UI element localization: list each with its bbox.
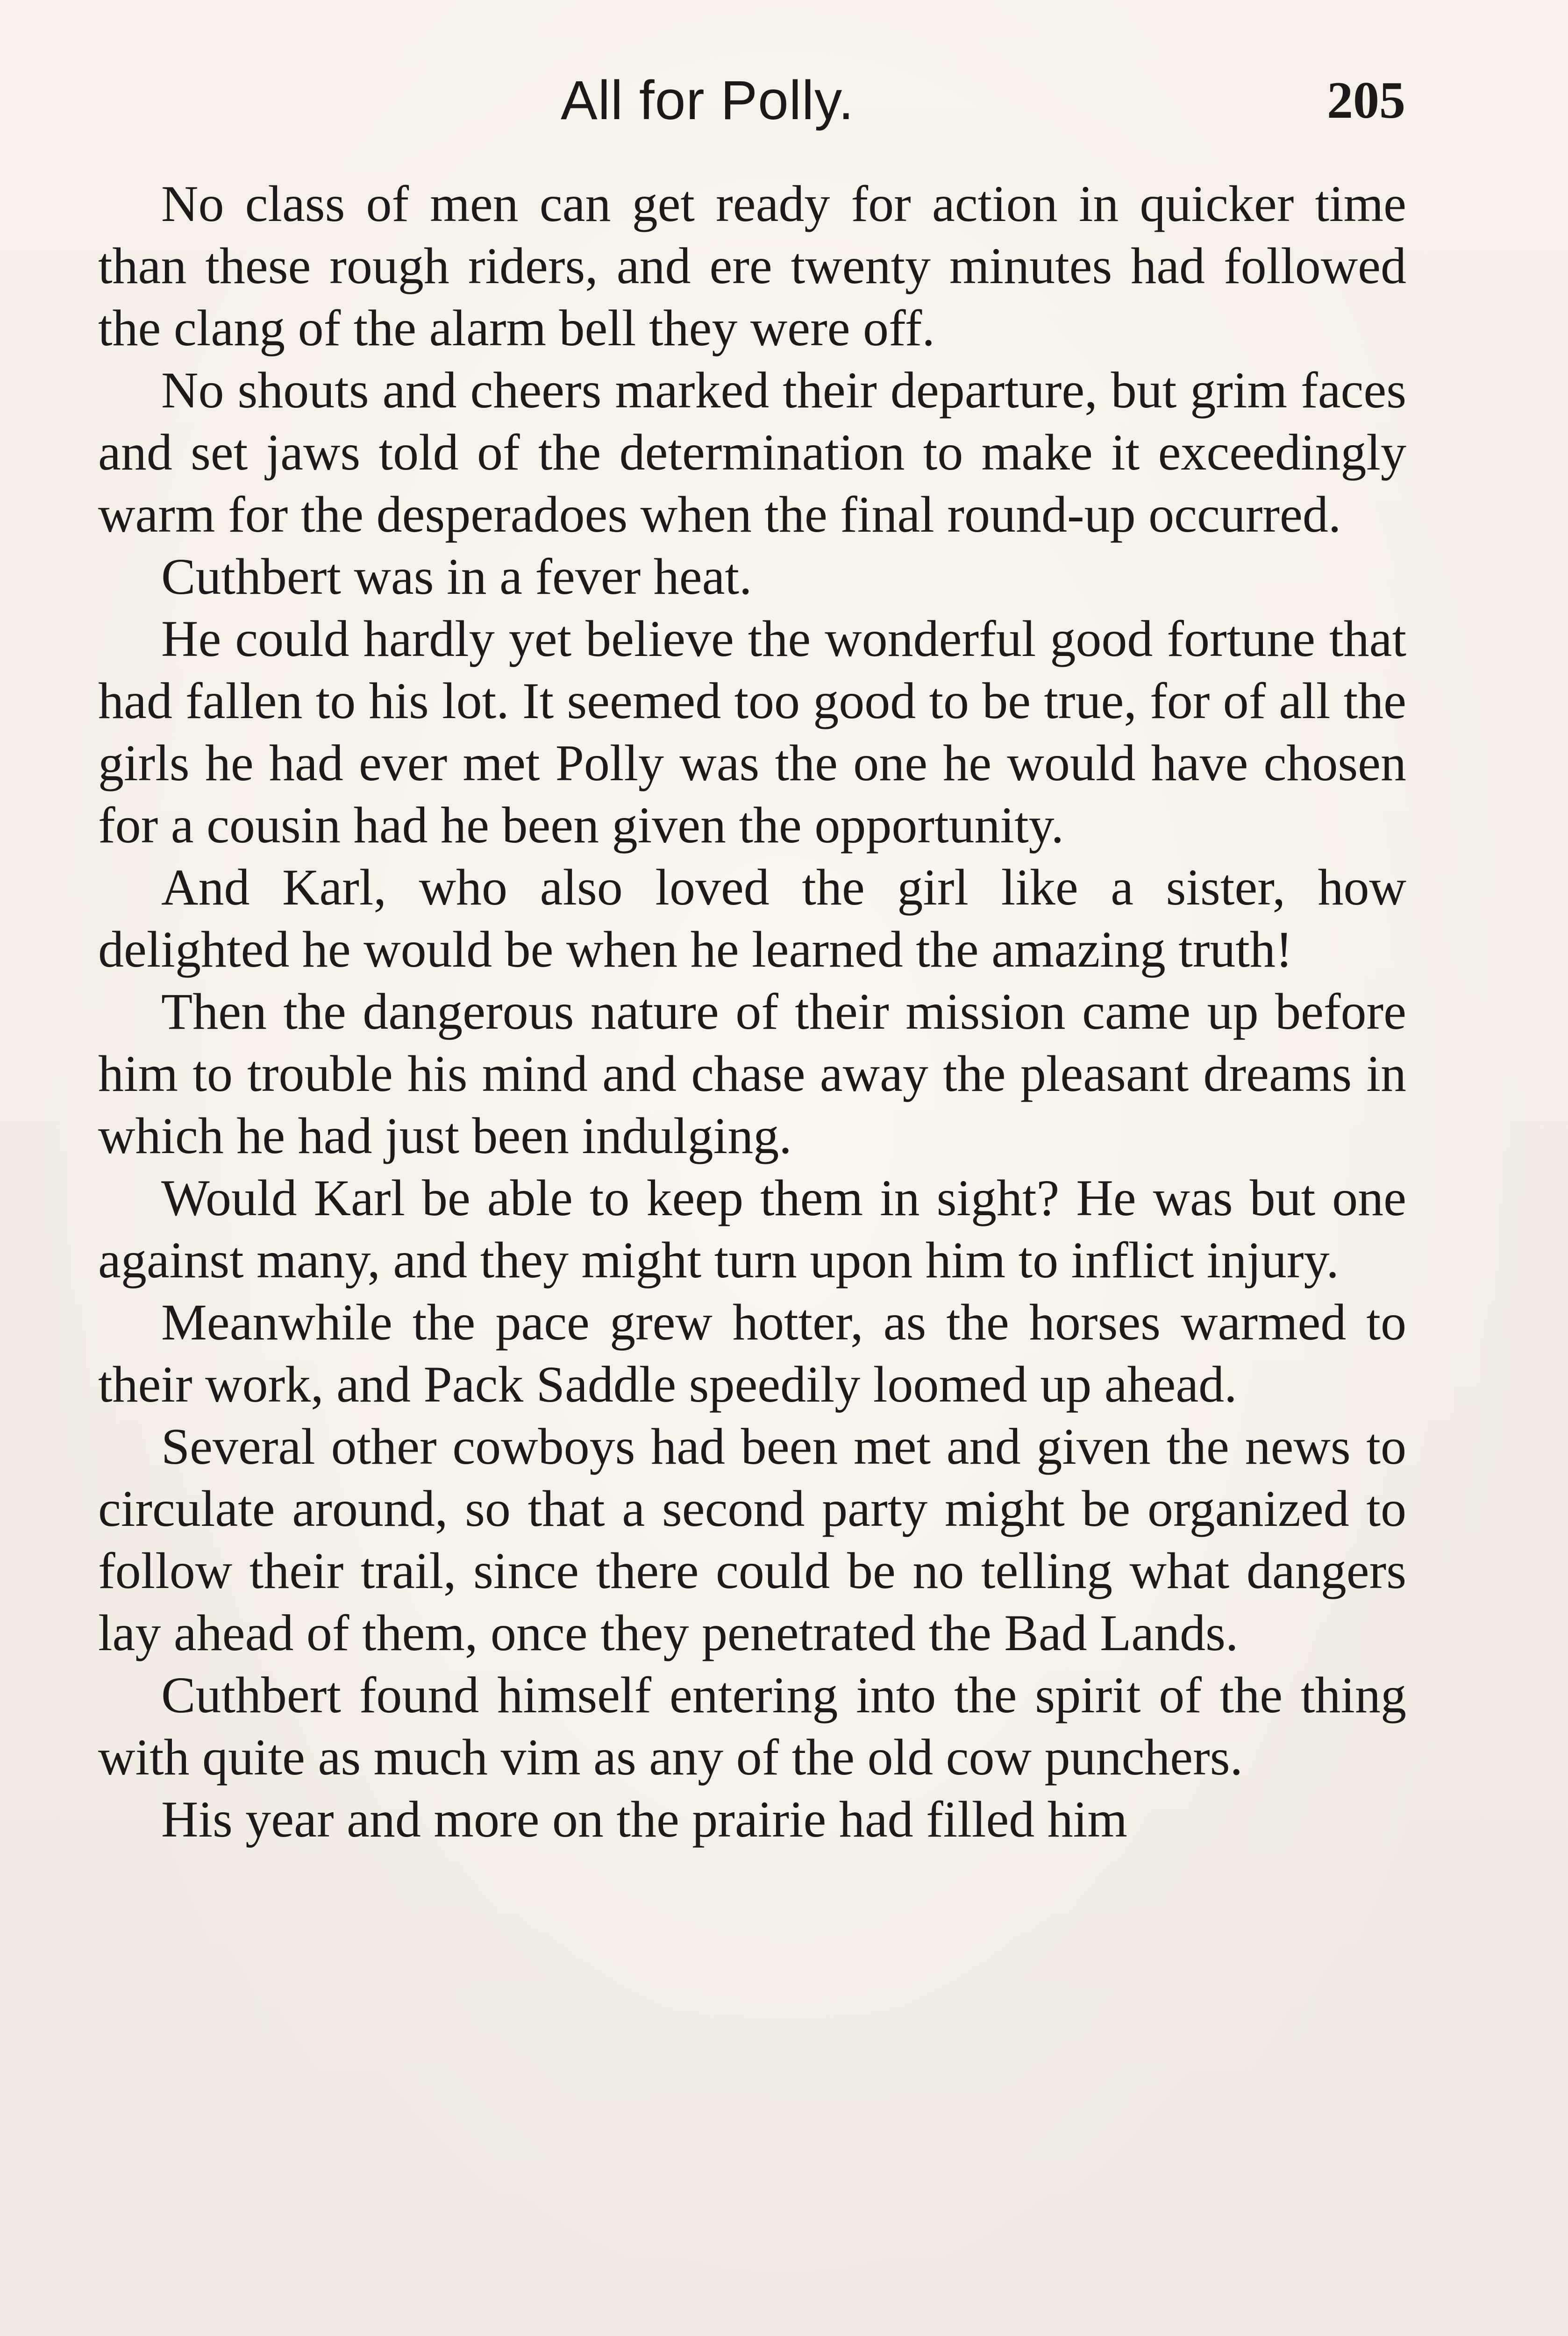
running-head — [0, 65, 1568, 135]
paragraph-9: Several other cowboys had been met and given the news to circulate around, so that a second party might be organized to follow their trail, since there could be no telling what dangers lay ahead of them, once they penetrated the Bad Lands. — [98, 1418, 1406, 1661]
paragraph-2: No shouts and cheers marked their departure, but grim faces and set jaws told of the determination to make it exceedingly warm for the desperadoes when the final round-up occurred. — [98, 362, 1406, 543]
paragraph-11: His year and more on the prairie had filled him — [161, 1791, 1127, 1848]
paragraph-3: Cuthbert was in a fever heat. — [161, 548, 752, 605]
paragraph-4: He could hardly yet believe the wonderful good fortune that had fallen to his lot. It seemed too good to be true, for of all the girls he had ever met Polly was the one he would have chosen for a cousin had he been given the opportunity. — [98, 610, 1406, 854]
paragraph-8: Meanwhile the pace grew hotter, as the horses warmed to their work, and Pack Saddle speedily loomed up ahead. — [98, 1294, 1406, 1413]
paragraph-1: No class of men can get ready for action in quicker time than these rough riders, and ere twenty minutes had followed the clang of the alarm bell they were off. — [98, 175, 1406, 356]
running-title: All for Polly. — [561, 70, 855, 131]
page-body — [98, 173, 1406, 1851]
paragraph-6: Then the dangerous nature of their mission came up before him to trouble his mind and chase away the pleasant dreams in which he had just been indulging. — [98, 983, 1406, 1164]
paragraph-5: And Karl, who also loved the girl like a sister, how delighted he would be when he learned the amazing truth! — [98, 859, 1406, 978]
paragraph-10: Cuthbert found himself entering into the spirit of the thing with quite as much vim as any of the old cow punchers. — [98, 1667, 1406, 1786]
page-number: 205 — [1327, 71, 1405, 129]
paragraph-7: Would Karl be able to keep them in sight? He was but one against many, and they might turn upon him to inflict injury. — [98, 1169, 1406, 1289]
